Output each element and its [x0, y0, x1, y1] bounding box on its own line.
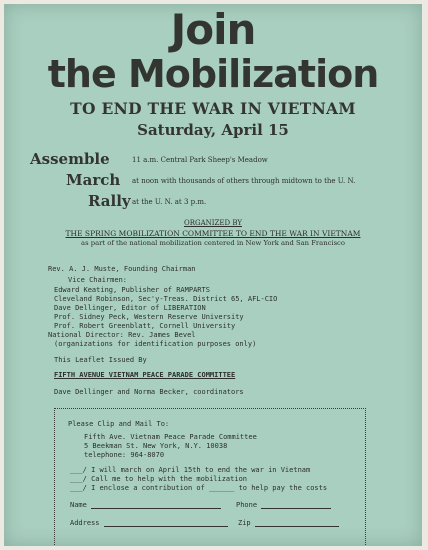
vice-heading: Vice Chairmen: [68, 276, 128, 284]
coupon-option-call[interactable]: ___/ Call me to help with the mobilization [70, 475, 248, 483]
headline-date: Saturday, April 15 [137, 121, 289, 139]
phone-line[interactable] [261, 508, 331, 509]
vice-chairman: Dave Dellinger, Editor of LIBERATION [54, 304, 206, 312]
schedule-assemble-detail: 11 a.m. Central Park Sheep's Meadow [132, 156, 268, 164]
address-line[interactable] [104, 526, 228, 527]
headline-mobilization: the Mobilization [47, 52, 379, 96]
schedule-assemble-label: Assemble [30, 150, 110, 168]
leaflet-coordinators: Dave Dellinger and Norma Becker, coordinators [54, 388, 244, 396]
address-label: Address [70, 519, 100, 527]
headline-end-war: TO END THE WAR IN VIETNAM [70, 99, 356, 118]
phone-field[interactable] [236, 501, 331, 509]
name-label: Name [70, 501, 87, 509]
vice-chairman: Cleveland Robinson, Sec'y-Treas. District 65, AFL-CIO [54, 295, 278, 303]
zip-label: Zip [238, 519, 251, 527]
founder: Rev. A. J. Muste, Founding Chairman [48, 265, 196, 273]
leaflet-sheet [4, 4, 422, 546]
coupon-telephone: telephone: 964-8070 [84, 451, 165, 459]
identification-note: (organizations for identification purposes only) [54, 340, 257, 348]
national-director: National Director: Rev. James Bevel [48, 331, 196, 339]
name-field[interactable] [70, 501, 221, 509]
schedule-march-label: March [66, 171, 121, 189]
phone-label: Phone [236, 501, 258, 509]
coupon-option-march[interactable]: ___/ I will march on April 15th to end the war in Vietnam [70, 466, 311, 474]
coupon-clip: Please Clip and Mail To: [68, 420, 170, 428]
organized-committee: THE SPRING MOBILIZATION COMMITTEE TO END THE WAR IN VIETNAM [65, 229, 361, 238]
schedule-rally-detail: at the U. N. at 3 p.m. [132, 198, 207, 206]
organized-by: ORGANIZED BY [184, 219, 242, 227]
coupon-address-line: Fifth Ave. Vietnam Peace Parade Committee [84, 433, 257, 441]
zip-field[interactable] [238, 519, 339, 527]
vice-chairman: Prof. Sidney Peck, Western Reserve University [54, 313, 244, 321]
leaflet-committee: FIFTH AVENUE VIETNAM PEACE PARADE COMMITTEE [54, 371, 236, 379]
name-line[interactable] [91, 508, 221, 509]
coupon-address-line: 5 Beekman St. New York, N.Y. 10038 [84, 442, 228, 450]
organized-part-of: as part of the national mobilization centered in New York and San Francisco [81, 239, 345, 247]
vice-chairman: Edward Keating, Publisher of RAMPARTS [54, 286, 210, 294]
leaflet-issued-by: This Leaflet Issued By [54, 356, 147, 364]
address-field[interactable] [70, 519, 228, 527]
schedule-rally-label: Rally [88, 192, 131, 210]
coupon-option-contribute[interactable]: ___/ I enclose a contribution of ______ to help pay the costs [70, 484, 328, 492]
zip-line[interactable] [255, 526, 339, 527]
headline-join: Join [170, 5, 256, 54]
vice-chairman: Prof. Robert Greenblatt, Cornell University [54, 322, 236, 330]
schedule-march-detail: at noon with thousands of others through midtown to the U. N. [132, 177, 356, 185]
